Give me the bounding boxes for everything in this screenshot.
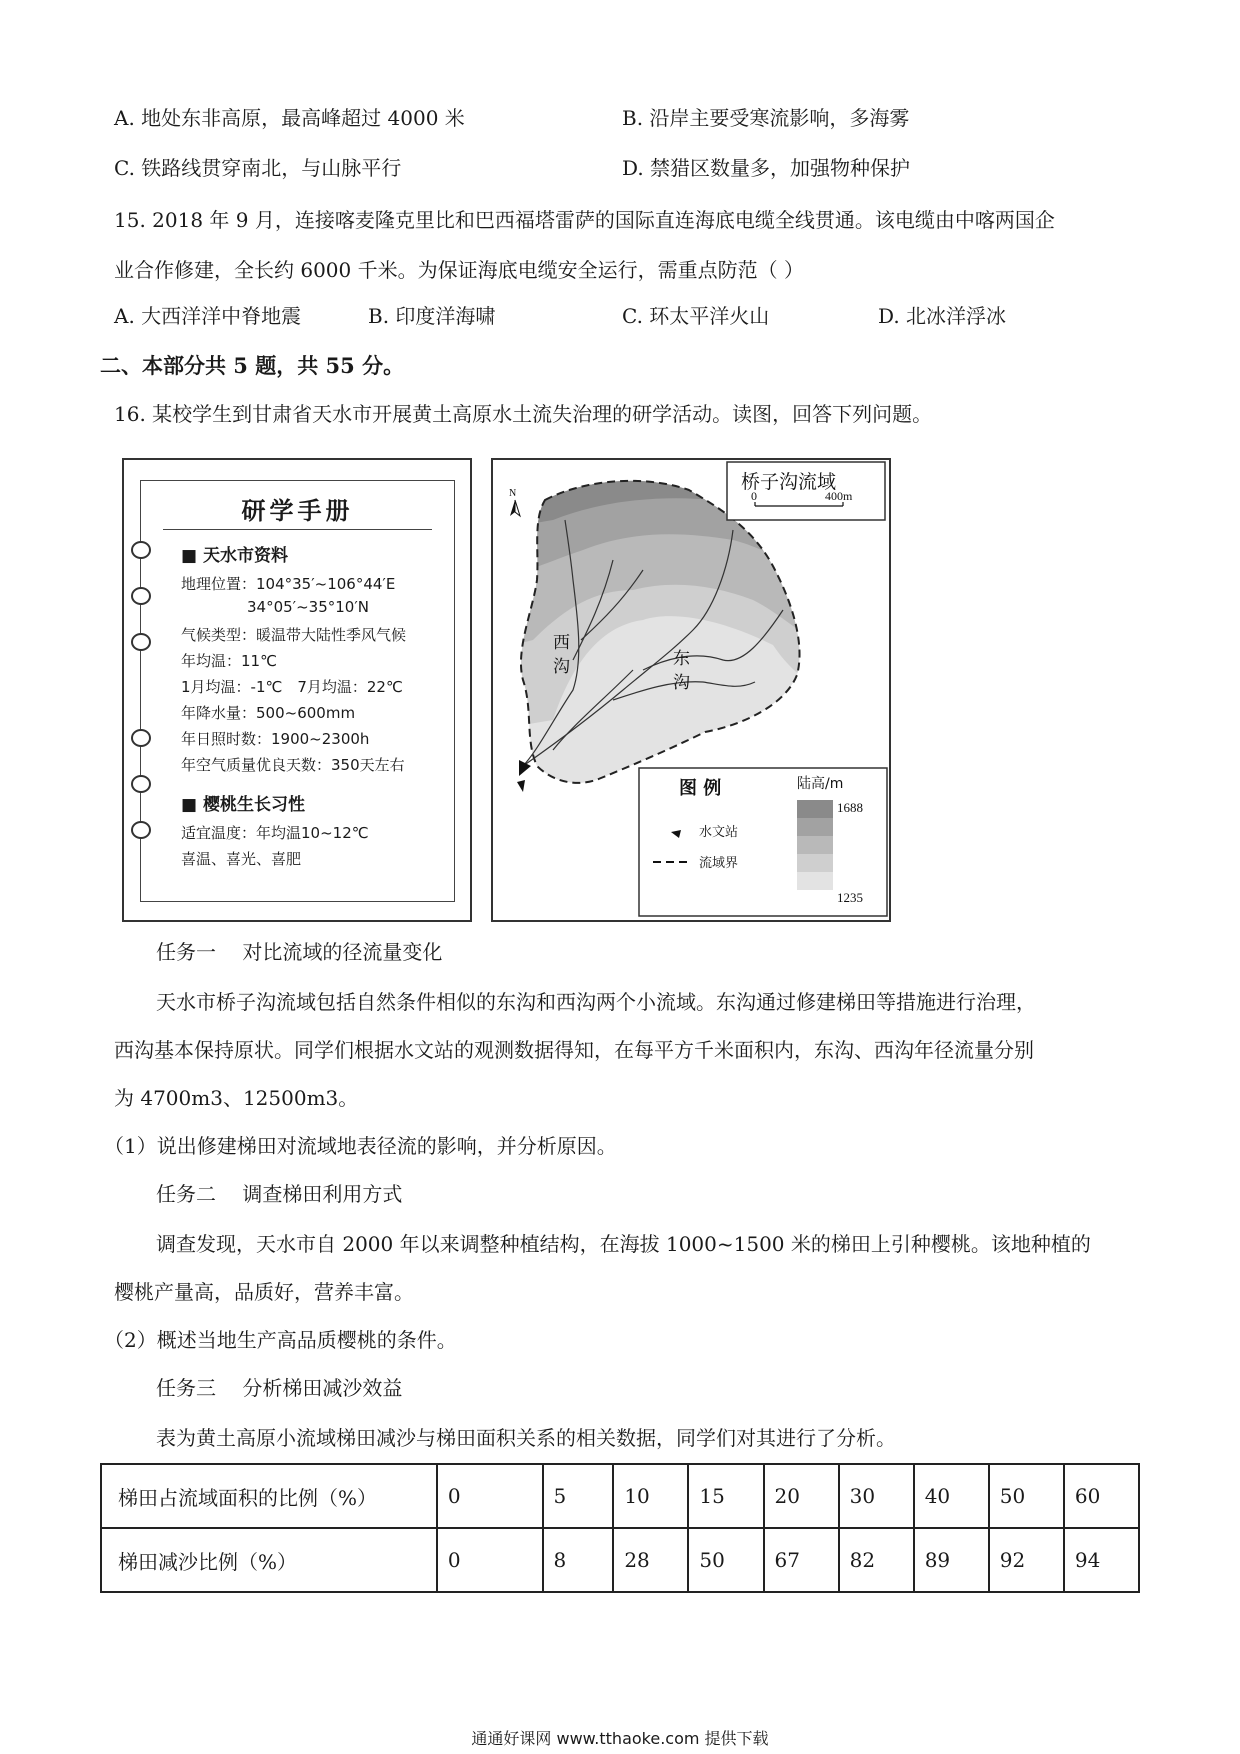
q14-option-c: C. 铁路线贯穿南北，与山脉平行 bbox=[114, 156, 402, 180]
page-footer: 通通好课网 www.tthaoke.com 提供下载 bbox=[471, 1729, 769, 1748]
table-cell: 60 bbox=[1064, 1464, 1139, 1528]
section-heading: 二、本部分共 5 题，共 55 分。 bbox=[100, 353, 405, 378]
elevation-swatch bbox=[797, 854, 833, 872]
handbook-month-temps: 1月均温：-1℃ 7月均温：22℃ bbox=[181, 678, 403, 696]
task1-title: 任务一 对比流域的径流量变化 bbox=[156, 940, 443, 964]
elevation-swatch bbox=[797, 872, 833, 890]
table-cell: 40 bbox=[914, 1464, 989, 1528]
table-cell: 67 bbox=[764, 1528, 839, 1592]
table-row bbox=[101, 1528, 1139, 1592]
table-cell: 5 bbox=[543, 1464, 614, 1528]
q15-option-b: B. 印度洋海啸 bbox=[368, 304, 496, 328]
table-cell: 20 bbox=[764, 1464, 839, 1528]
handbook-habits: 喜温、喜光、喜肥 bbox=[181, 850, 302, 868]
task3-text-line1: 表为黄土高原小流域梯田减沙与梯田面积关系的相关数据，同学们对其进行了分析。 bbox=[156, 1426, 896, 1450]
handbook-sunshine: 年日照时数：1900~2300h bbox=[181, 730, 370, 748]
handbook-title-rule bbox=[163, 529, 432, 530]
binder-ring-icon bbox=[131, 729, 151, 747]
legend-title: 图 例 bbox=[679, 778, 722, 799]
elevation-swatch bbox=[797, 800, 833, 818]
task2-text-line1: 调查发现，天水市自 2000 年以来调整种植结构，在海拔 1000~1500 米的梯田上引种樱桃。该地种植的 bbox=[156, 1232, 1091, 1256]
handbook-location-lon: 地理位置：104°35′~106°44′E bbox=[181, 575, 396, 593]
q15-option-c: C. 环太平洋火山 bbox=[622, 304, 770, 328]
legend-station-label: 水文站 bbox=[699, 825, 739, 840]
sub-question-1: （1）说出修建梯田对流域地表径流的影响，并分析原因。 bbox=[104, 1134, 617, 1158]
q15-stem-line2: 业合作修建，全长约 6000 千米。为保证海底电缆安全运行，需重点防范（ ） bbox=[114, 258, 804, 282]
handbook-inner-frame bbox=[140, 480, 455, 902]
table-cell: 89 bbox=[914, 1528, 989, 1592]
table-row-label: 梯田减沙比例（%） bbox=[101, 1528, 437, 1592]
table-cell: 15 bbox=[688, 1464, 763, 1528]
elevation-max-label: 1688 bbox=[837, 800, 863, 815]
sub-question-2: （2）概述当地生产高品质樱桃的条件。 bbox=[104, 1328, 457, 1352]
watershed-map bbox=[493, 460, 889, 920]
q14-option-d: D. 禁猎区数量多，加强物种保护 bbox=[622, 156, 911, 180]
task1-text-line1: 天水市桥子沟流域包括自然条件相似的东沟和西沟两个小流域。东沟通过修建梯田等措施进行治理， bbox=[156, 990, 1036, 1014]
west-gully-label: 沟 bbox=[553, 657, 570, 677]
table-cell: 30 bbox=[839, 1464, 914, 1528]
task1-text-line3: 为 4700m3、12500m3。 bbox=[114, 1086, 359, 1110]
map-title: 桥子沟流域 bbox=[741, 471, 837, 493]
handbook-air-quality: 年空气质量优良天数：350天左右 bbox=[181, 756, 405, 774]
north-arrow-icon bbox=[510, 500, 520, 516]
west-gully-label: 西 bbox=[553, 633, 570, 653]
binder-ring-icon bbox=[131, 541, 151, 559]
handbook-climate: 气候类型：暖温带大陆性季风气候 bbox=[181, 626, 407, 644]
q15-option-d: D. 北冰洋浮冰 bbox=[878, 304, 1007, 328]
table-cell: 0 bbox=[437, 1464, 543, 1528]
task2-text-line2: 樱桃产量高，品质好，营养丰富。 bbox=[114, 1280, 414, 1304]
q14-option-b: B. 沿岸主要受寒流影响，多海雾 bbox=[622, 106, 910, 130]
east-gully-label: 沟 bbox=[673, 673, 690, 693]
table-cell: 8 bbox=[543, 1528, 614, 1592]
handbook-title: 研学手册 bbox=[241, 496, 354, 525]
q15-stem-line1: 15. 2018 年 9 月，连接喀麦隆克里比和巴西福塔雷萨的国际直连海底电缆全线贯通。该电缆由中喀两国企 bbox=[114, 208, 1055, 232]
table-cell: 50 bbox=[989, 1464, 1064, 1528]
binder-ring-icon bbox=[131, 821, 151, 839]
scale-zero: 0 bbox=[751, 489, 757, 503]
table-cell: 0 bbox=[437, 1528, 543, 1592]
table-cell: 28 bbox=[613, 1528, 688, 1592]
handbook-suitable-temp: 适宜温度：年均温10~12℃ bbox=[181, 824, 369, 842]
handbook-section-tianshui: ■ 天水市资料 bbox=[181, 546, 288, 566]
table-row-label: 梯田占流域面积的比例（%） bbox=[101, 1464, 437, 1528]
task2-title: 任务二 调查梯田利用方式 bbox=[156, 1182, 403, 1206]
terrace-sediment-table bbox=[100, 1463, 1140, 1593]
q15-option-a: A. 大西洋洋中脊地震 bbox=[114, 304, 302, 328]
elevation-swatch bbox=[797, 836, 833, 854]
scale-end: 400m bbox=[825, 489, 853, 503]
hydrological-station-icon bbox=[517, 780, 525, 792]
legend-boundary-label: 流域界 bbox=[699, 856, 739, 871]
north-label: N bbox=[509, 488, 517, 499]
study-handbook-panel bbox=[122, 458, 472, 922]
elevation-swatch bbox=[797, 818, 833, 836]
handbook-section-cherry: ■ 樱桃生长习性 bbox=[181, 795, 305, 815]
handbook-annual-temp: 年均温：11℃ bbox=[181, 652, 277, 670]
table-cell: 10 bbox=[613, 1464, 688, 1528]
binder-ring-icon bbox=[131, 775, 151, 793]
binder-ring-icon bbox=[131, 587, 151, 605]
q14-option-a: A. 地处东非高原，最高峰超过 4000 米 bbox=[114, 106, 465, 130]
task1-text-line2: 西沟基本保持原状。同学们根据水文站的观测数据得知，在每平方千米面积内，东沟、西沟年径流量分别 bbox=[114, 1038, 1034, 1062]
q16-intro: 16. 某校学生到甘肃省天水市开展黄土高原水土流失治理的研学活动。读图，回答下列问题。 bbox=[114, 402, 933, 426]
binder-ring-icon bbox=[131, 633, 151, 651]
hydrological-station-icon bbox=[519, 760, 531, 776]
handbook-location-lat: 34°05′~35°10′N bbox=[247, 598, 369, 616]
table-cell: 82 bbox=[839, 1528, 914, 1592]
elevation-title: 陆高/m bbox=[797, 776, 844, 792]
handbook-precipitation: 年降水量：500~600mm bbox=[181, 704, 356, 722]
table-cell: 92 bbox=[989, 1528, 1064, 1592]
east-gully-label: 东 bbox=[673, 649, 690, 669]
table-row bbox=[101, 1464, 1139, 1528]
table-cell: 94 bbox=[1064, 1528, 1139, 1592]
task3-title: 任务三 分析梯田减沙效益 bbox=[156, 1376, 403, 1400]
table-cell: 50 bbox=[688, 1528, 763, 1592]
elevation-min-label: 1235 bbox=[837, 890, 863, 905]
watershed-map-panel bbox=[491, 458, 891, 922]
